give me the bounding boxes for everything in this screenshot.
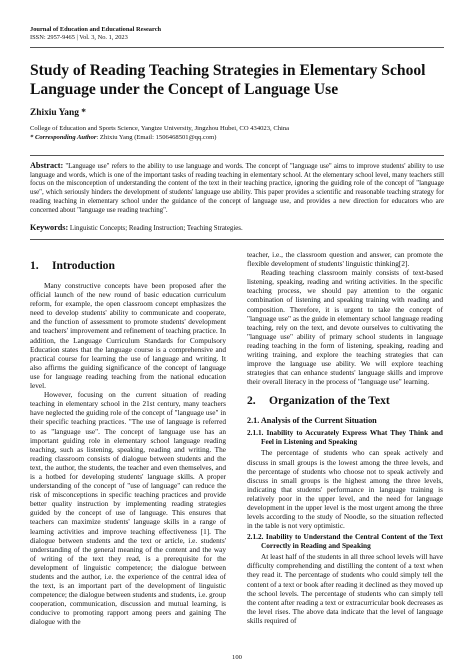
abstract-box bbox=[30, 155, 444, 240]
keywords-text: Linguistic Concepts; Reading Instruction; Teaching Strategies. bbox=[68, 225, 243, 233]
journal-name: Journal of Education and Educational Research bbox=[30, 26, 162, 33]
abstract-label: Abstract: bbox=[30, 161, 64, 170]
journal-header bbox=[30, 26, 161, 42]
subsection-heading: 2.1. Analysis of the Current Situation bbox=[247, 416, 377, 426]
right-paragraph-3: The percentage of students who can speak actively and discuss in small groups is the lowest among the three levels, and the percentage of students who choose not to speak actively and discuss in small groups is the highest among the three levels, indicating that students' performance in language training is relatively poor in the upper level, and the need for language development in the upper level is the most urgent among the three levels according to the study of Noodle, so the situation reflected in the table is not very optimistic. bbox=[247, 448, 443, 531]
section-title: Introduction bbox=[52, 259, 115, 272]
keywords bbox=[30, 223, 444, 233]
abstract-text: "Language use" refers to the ability to use language and words. The concept of "language use" aims to improve students' ability to use language and words, which is one of the important tasks of reading teaching in elementary school. At the elementary school level, many teachers still focus on the misconception of understanding the content of the text in their teaching practice, ignoring the guiding role of the concept of "language use", which seriously hinders the development of students' language use ability. This paper provides a scientific and reasonable teaching strategy for reading teaching in elementary school under the guidance of the concept of language use, and provides a new direction for educators who are concerned about "language use reading teaching". bbox=[30, 163, 444, 214]
subsubsection-heading: 2.1.2. Inability to Understand the Central Content of the Text Correctly in Reading and Speaking bbox=[247, 532, 443, 551]
corresponding-text: : Zhixiu Yang (Email: 1506468501@qq.com) bbox=[96, 133, 217, 141]
section-heading-introduction bbox=[30, 259, 226, 272]
affiliation: College of Education and Sports Science, Yangtze University, Jingzhou Hubei, CO 434023, China bbox=[30, 125, 290, 132]
abstract bbox=[30, 162, 444, 215]
left-column bbox=[30, 251, 226, 627]
intro-paragraph-2: However, focusing on the current situation of reading teaching in elementary school in the 21st century, many teachers have neglected the guiding role of the concept of "language use" in their specific teaching practices. "The use of language is referred to as "language use". The concept of language use has an important guiding role in elementary school language reading teaching, such as listening, speaking, reading and writing. The reading classroom consists of dialogue between students and the text, the author, the students, the teacher and even themselves, and is a hotbed for developing students' language skills. A proper understanding of the concept of "use of language" can reduce the risk of misconceptions in specific teaching practices and provide better quality instruction by implementing reading strategies guided by the concept of use of language. This ensures that teachers can maximize students' language skills in a range of learning activities and improve teaching effectiveness [1]. The dialogue between students and the text or article, i.e. students' understanding of the general meaning of the content and the way of writing of the text they read, is a prerequisite for the development of linguistic competence; the dialogue between students and the author, i.e. the experience of the central idea of the text, is an important part of the development of linguistic competence; the dialogue between students and students, i.e. group cooperation, communication, discussion and mutual learning, is conducive to promoting rapport among peers and gaining The dialogue with the bbox=[30, 390, 226, 627]
right-paragraph-4: At least half of the students in all three school levels will have difficulty comprehending and distilling the content of a text when they read it. The percentage of students who could simply tell the content of a text or book after reading it declined as they moved up the school levels. The percentage of students who can simply tell the content after reading a text or extracurricular book decreases as the level rises. The above data indicate that the level of language skills required of bbox=[247, 552, 443, 625]
section-heading-organization bbox=[247, 394, 443, 407]
affiliation-block bbox=[30, 125, 444, 142]
intro-paragraph-1: Many constructive concepts have been proposed after the official launch of the new round of basic education curriculum reform, for example, the open classroom concept emphasizes the need to develop students' ability to communicate and cooperate, and the function of assessment to promote students' development and teachers' improvement and refinement of teaching practice. In addition, the Language Curriculum Standards for Compulsory Education states that the language course is a comprehensive and practical course for learning the use of language and writing. It also affirms the guiding significance of the concept of language use for language reading teaching from the national education level. bbox=[30, 281, 226, 391]
journal-info: ISSN: 2957-9465 | Vol. 3, No. 1, 2023 bbox=[30, 34, 128, 42]
paper-title: Study of Reading Teaching Strategies in Elementary School Language under the Concept of Language Use bbox=[30, 62, 426, 98]
right-paragraph-2: Reading teaching classroom mainly consists of text-based listening, speaking, reading and writing activities. In the specific teaching process, we should pay attention to the organic combination of listening and speaking training with reading and composition. Therefore, it is urgent to take the concept of "language use" as the guide in elementary school language reading teaching, rely on the text, and devote ourselves to cultivating the "language use" ability of primary school students in language reading teaching in the form of listening, speaking, reading and writing training, and explore the teaching strategies that can improve the language use ability. We will explore teaching strategies that can enhance students' language skills and improve their overall literacy in the process of "language use" learning. bbox=[247, 268, 443, 387]
corresponding-label: * Corresponding Author bbox=[30, 133, 97, 141]
section-number: 2. bbox=[247, 394, 256, 408]
right-column bbox=[247, 250, 443, 625]
author-name: Zhixiu Yang * bbox=[30, 108, 86, 118]
corresponding-author bbox=[30, 134, 444, 143]
page-number: 100 bbox=[232, 654, 242, 661]
section-title: Organization of the Text bbox=[269, 394, 390, 408]
subsubsection-heading: 2.1.1. Inability to Accurately Express What They Think and Feel in Listening and Speaking bbox=[247, 428, 443, 447]
right-paragraph-1: teacher, i.e., the classroom question and answer, can promote the flexible development of students' linguistic thinking[2]. bbox=[247, 250, 443, 269]
section-number: 1. bbox=[30, 259, 39, 272]
keywords-label: Keywords: bbox=[30, 223, 69, 233]
header-divider bbox=[30, 47, 444, 48]
